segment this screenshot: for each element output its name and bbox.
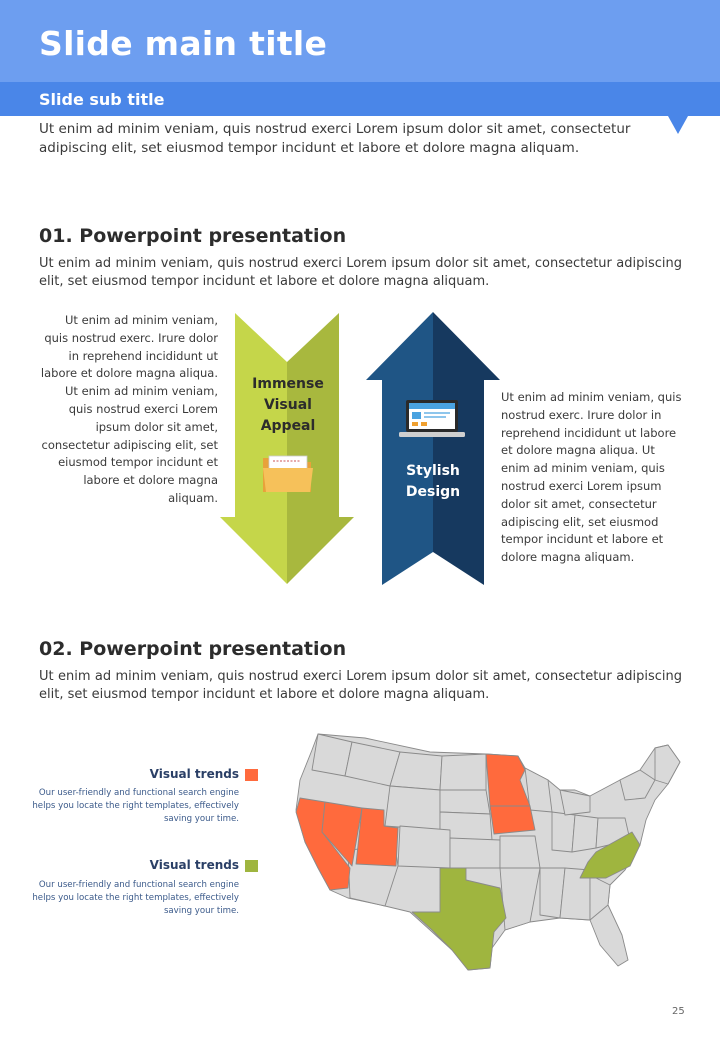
folder-icon (261, 452, 315, 494)
legend-1-swatch (245, 769, 258, 781)
up-arrow-graphic (364, 310, 504, 588)
up-arrow-right-half (433, 312, 500, 585)
left-arrow-description: Ut enim ad minim veniam, quis nostrud exerc. Irure dolor in reprehend incididunt ut labore et dolore magna aliqua. Ut enim ad minim veniam, quis nostrud exerci Lorem ipsum dolor sit amet, consectetur adipiscing elit, set eiusmod tempor incidunt et labore et dolore magna aliquam. (40, 313, 218, 505)
legend-1-title: Visual trends (149, 767, 239, 781)
section-2-title: 02. Powerpoint presentation (39, 638, 347, 660)
us-map-icon (290, 730, 690, 975)
legend-2-swatch (245, 860, 258, 872)
legend-2-title: Visual trends (149, 858, 239, 872)
subtitle-bar-pointer (668, 116, 688, 134)
section-1-title: 01. Powerpoint presentation (39, 225, 347, 247)
down-arrow-label: Immense Visual Appeal (252, 376, 324, 434)
legend-1-text: Our user-friendly and functional search engine helps you locate the right templates, effectively saving your time. (32, 788, 239, 824)
legend-2-text: Our user-friendly and functional search engine helps you locate the right templates, effectively saving your time. (32, 880, 239, 916)
down-arrow-left-half (220, 313, 287, 584)
page-number: 25 (672, 1006, 685, 1017)
intro-paragraph: Ut enim ad minim veniam, quis nostrud exerci Lorem ipsum dolor sit amet, consectetur adipiscing elit, set eiusmod tempor incidunt et labore et dolore magna aliquam. (39, 121, 631, 156)
state-iowa (490, 806, 535, 834)
section-2-text: Ut enim ad minim veniam, quis nostrud exerci Lorem ipsum dolor sit amet, consectetur adipiscing elit, set eiusmod tempor incidunt et labore et dolore magna aliquam. (39, 669, 682, 702)
up-arrow-label: Stylish Design (405, 463, 461, 500)
down-arrow-right-half (287, 313, 354, 584)
right-arrow-description: Ut enim ad minim veniam, quis nostrud exerc. Irure dolor in reprehend incididunt ut labore et dolore magna aliqua. Ut enim ad minim veniam, quis nostrud exerci Lorem ipsum dolor sit amet, consectetur adipiscing elit, set eiusmod tempor incidunt et labore et dolore magna aliquam. (501, 390, 682, 565)
laptop-icon (398, 398, 466, 440)
slide-sub-title: Slide sub title (39, 90, 165, 109)
up-arrow-left-half (366, 312, 433, 585)
slide-main-title: Slide main title (39, 24, 328, 63)
section-1-text: Ut enim ad minim veniam, quis nostrud exerci Lorem ipsum dolor sit amet, consectetur adipiscing elit, set eiusmod tempor incidunt et labore et dolore magna aliquam. (39, 256, 682, 289)
down-arrow-graphic (218, 310, 356, 588)
